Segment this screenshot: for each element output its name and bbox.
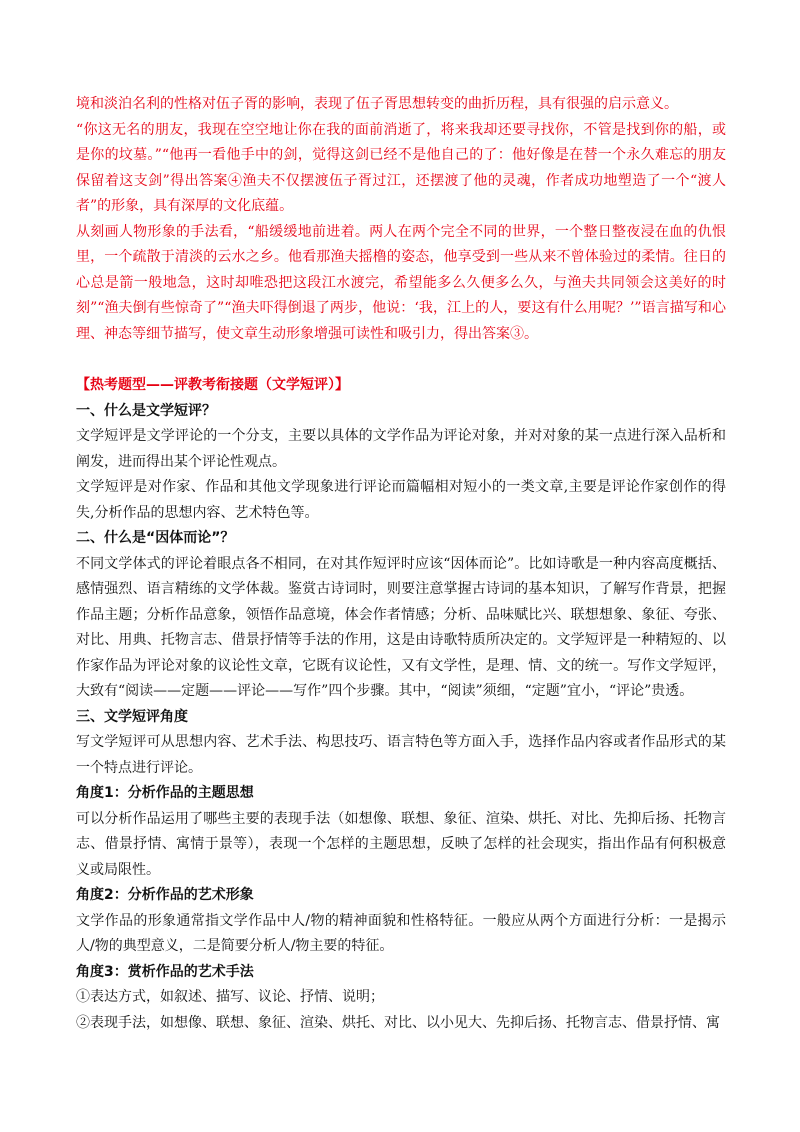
answer-analysis xyxy=(76,92,726,347)
analysis-paragraph: “你这无名的朋友，我现在空空地让你在我的面前消逝了，将来我却还要寻找你，不管是找到你的船，或是你的坟墓。”“他再一看他手中的剑，觉得这剑已经不是他自己的了：他好像是在替一个永久难忘的朋友保留着这支剑”得出答案④渔夫不仅摆渡伍子胥过江，还摆渡了他的灵魂，作者成功地塑造了一个“渡人者”的形象，具有深厚的文化底蕴。 xyxy=(76,121,726,214)
section-heading: 二、什么是“因体而论”？ xyxy=(76,530,235,546)
angle-3 xyxy=(76,960,726,1037)
angle-heading: 角度1：分析作品的主题思想 xyxy=(76,785,254,801)
body-paragraph: 可以分析作品运用了哪些主要的表现手法（如想像、联想、象征、渲染、烘托、对比、先抑后扬、托物言志、借景抒情、寓情于景等），表现一个怎样的主题思想，反映了怎样的社会现实，指出作品有何积极意义或局限性。 xyxy=(76,810,726,878)
body-paragraph: 文学作品的形象通常指文学作品中人/物的精神面貌和性格特征。一般应从两个方面进行分析：一是揭示人/物的典型意义，二是简要分析人/物主要的特征。 xyxy=(76,912,726,954)
body-paragraph: 文学短评是文学评论的一个分支，主要以具体的文学作品为评论对象，并对对象的某一点进行深入品析和阐发，进而得出某个评论性观点。 xyxy=(76,428,726,470)
list-item: ②表现手法，如想像、联想、象征、渲染、烘托、对比、以小见大、先抑后扬、托物言志、借景抒情、寓 xyxy=(76,1014,720,1031)
analysis-paragraph: 境和淡泊名利的性格对伍子胥的影响，表现了伍子胥思想转变的曲折历程，具有很强的启示意义。 xyxy=(76,96,678,112)
body-paragraph: 写文学短评可从思想内容、艺术手法、构思技巧、语言特色等方面入手，选择作品内容或者作品形式的某一个特点进行评论。 xyxy=(76,734,726,776)
body-paragraph: 文学短评是对作家、作品和其他文学现象进行评论而篇幅相对短小的一类文章,主要是评论作家创作的得失,分析作品的思想内容、艺术特色等。 xyxy=(76,479,726,521)
section-heading: 三、文学短评角度 xyxy=(76,708,188,725)
analysis-paragraph: 从刻画人物形象的手法看，“船缓缓地前进着。两人在两个完全不同的世界，一个整日整夜浸在血的仇恨里，一个疏散于清淡的云水之乡。他看那渔夫摇橹的姿态，他享受到一些从来不曾体验过的柔情。往日的心总是箭一般地急，这时却唯恐把这段江水渡完，希望能多么久便多么久，与渔夫共同领会这美好的时刻”“渔夫倒有些惊奇了”“渔夫吓得倒退了两步，他说：‘我，江上的人，要这有什么用呢？’”语言描写和心理、神态等细节描写，使文章生动形象增强可读性和吸引力，得出答案③。 xyxy=(76,223,726,342)
section-review-angles xyxy=(76,705,726,782)
section-title: 【热考题型——评教考衔接题（文学短评）】 xyxy=(76,377,349,393)
section-heading: 一、什么是文学短评？ xyxy=(76,402,216,419)
list-item: ①表达方式，如叙述、描写、议论、抒情、说明； xyxy=(76,989,384,1005)
angle-1 xyxy=(76,781,726,883)
document-page xyxy=(76,92,726,1036)
angle-heading: 角度2：分析作品的艺术形象 xyxy=(76,887,254,903)
body-paragraph: 不同文学体式的评论着眼点各不相同，在对其作短评时应该“因体而论”。比如诗歌是一种内容高度概括、感情强烈、语言精练的文学体裁。鉴赏古诗词时，则要注意掌握古诗词的基本知识，了解写作背景，把握作品主题；分析作品意象，领悟作品意境，体会作者情感；分析、品味赋比兴、联想想象、象征、夸张、对比、用典、托物言志、借景抒情等手法的作用，这是由诗歌特质所决定的。文学短评是一种精短的、以作家作品为评论对象的议论性文章，它既有议论性，又有文学性，是理、情、文的统一。写作文学短评，大致有“阅读——定题——评论——写作”四个步骤。其中，“阅读”须细，“定题”宜小，“评论”贵透。 xyxy=(76,555,726,699)
angle-heading: 角度3：赏析作品的艺术手法 xyxy=(76,963,254,980)
section-genre-based-review xyxy=(76,526,726,705)
spacer xyxy=(76,347,726,373)
angle-2 xyxy=(76,883,726,960)
section-what-is-short-review xyxy=(76,399,726,527)
